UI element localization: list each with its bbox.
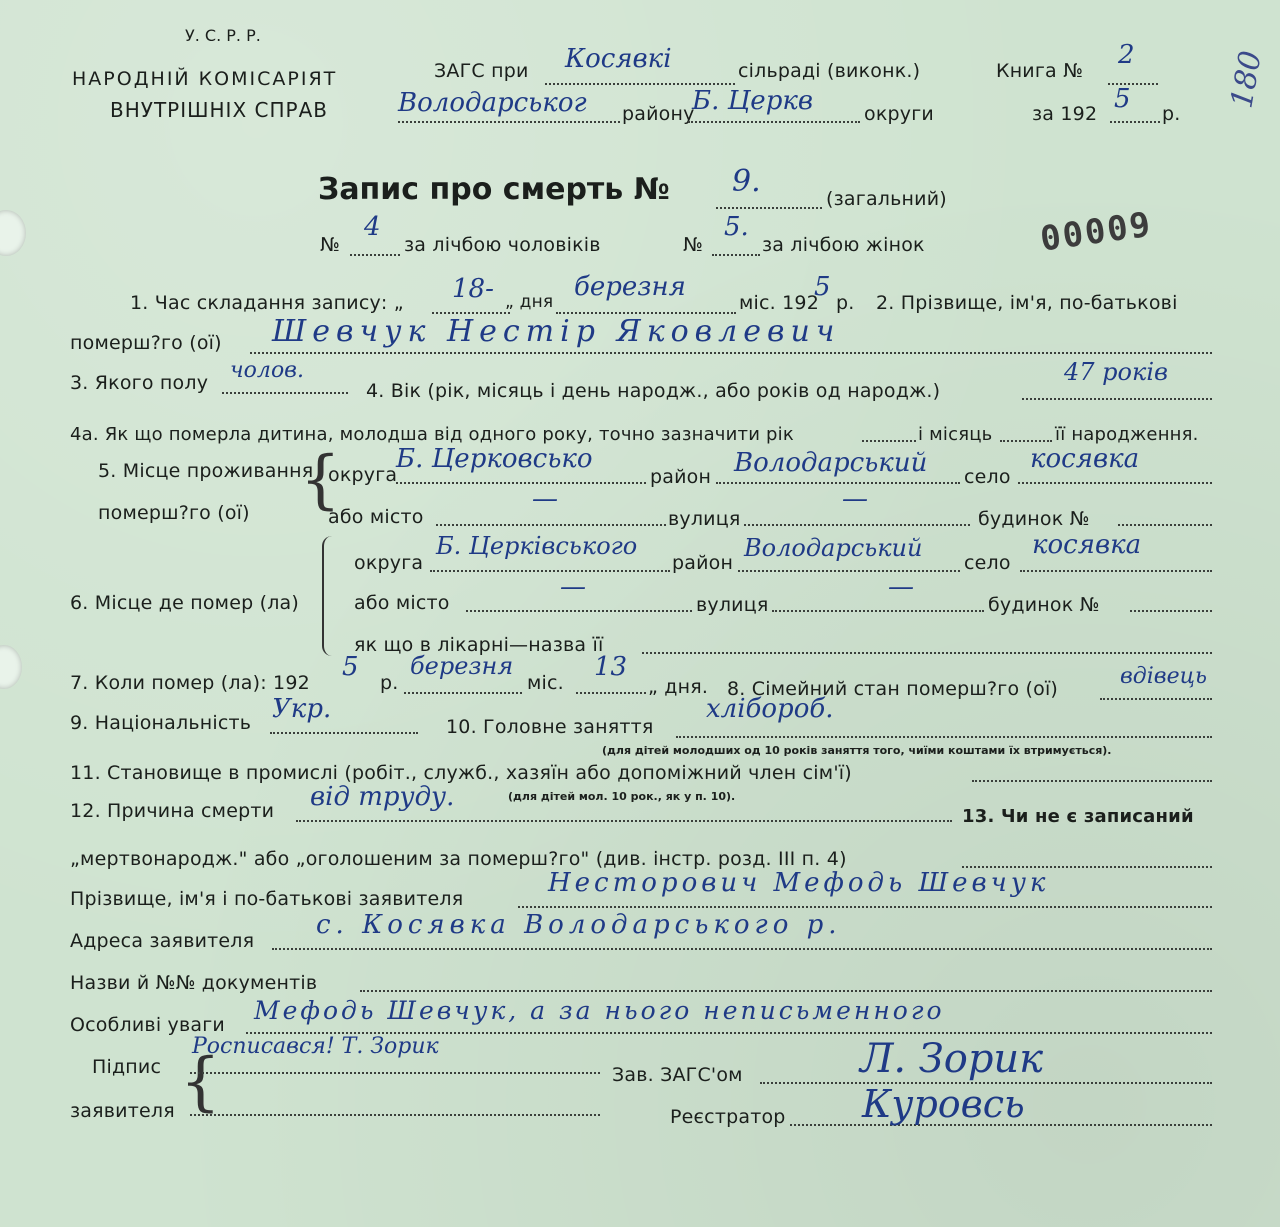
punch-hole-bottom — [0, 645, 22, 689]
declarant-name-value: Несторович Мефодь Шевчук — [548, 868, 1050, 898]
declarant-name-line — [518, 906, 1212, 908]
nationality-value: Укр. — [272, 694, 332, 724]
zags-village-line — [545, 83, 735, 85]
res-rayon-label: район — [650, 466, 712, 488]
res-rayon-line — [716, 482, 960, 484]
women-label: за лічбою жінок — [762, 234, 925, 256]
deceased-label: померш?го (ої) — [70, 332, 222, 354]
dp-hospital-label: як що в лікарні—назва її — [354, 634, 604, 656]
men-no-line — [350, 254, 400, 256]
declarant-sign-label: заявителя — [70, 1100, 175, 1122]
deceased-line — [250, 352, 1212, 354]
declarant-sign-line2 — [190, 1114, 600, 1116]
declarant-address-label: Адреса заявителя — [70, 930, 255, 952]
record-no-value: 9. — [732, 164, 761, 199]
commissariat-line1: НАРОДНІЙ КОМІСАРІЯТ — [72, 68, 338, 90]
registrar-signature: Куровсь — [862, 1082, 1025, 1126]
item1-day-value: 18- — [452, 274, 494, 304]
age-line — [1022, 398, 1212, 400]
declarant-address-value: с. Косявка Володарського р. — [316, 910, 842, 940]
res-city-label: або місто — [328, 506, 424, 528]
district-line — [398, 121, 620, 123]
dp-rayon-value: Володарський — [744, 534, 923, 562]
item7-day: 13 — [594, 652, 628, 682]
dp-city-value: — — [560, 572, 586, 602]
res-okruha-label: округа — [328, 464, 398, 486]
res-selo-label: село — [964, 466, 1011, 488]
item7-day-line — [576, 692, 646, 694]
item7-month: березня — [410, 652, 514, 680]
item2-label: 2. Прізвище, ім'я, по-батькові — [876, 292, 1178, 314]
okruha-value: Б. Церкв — [692, 86, 813, 116]
dp-rayon-label: район — [672, 552, 734, 574]
item9-label: 9. Національність — [70, 712, 252, 734]
dp-selo-label: село — [964, 552, 1011, 574]
notes-value: Мефодь Шевчук, а за нього неписьменного — [254, 996, 945, 1025]
punch-hole-top — [0, 210, 26, 256]
dp-house-line — [1130, 610, 1212, 612]
item1-year-value: 5 — [814, 272, 831, 302]
dp-rayon-line — [738, 570, 960, 572]
birth-month-line — [1000, 440, 1052, 442]
cause-note: (для дітей мол. 10 рок., як у п. 10). — [508, 790, 736, 803]
item7-day-label: „ дня. — [648, 676, 709, 698]
dp-street-line — [772, 610, 984, 612]
item1-month-label: міс. 192 — [739, 292, 820, 314]
marital-line — [1100, 698, 1212, 700]
declarant-sign-line — [190, 1072, 600, 1074]
occupation-note: (для дітей молодших од 10 років заняття того, чиїми коштами їх втримується). — [602, 744, 1112, 757]
men-no-value: 4 — [364, 212, 381, 242]
res-okruha-value: Б. Церковсько — [396, 444, 593, 474]
item4a-month-label: і місяць — [918, 424, 993, 445]
declarant-signature: Росписався! Т. Зорик — [192, 1034, 439, 1059]
res-street-label: вулиця — [668, 508, 741, 530]
item4a-label: 4а. Як що померла дитина, молодша від одного року, точно зазначити рік — [70, 424, 794, 445]
dp-house-label: будинок № — [988, 594, 1100, 616]
item13-label: 13. Чи не є записаний — [962, 806, 1194, 827]
dp-hospital-line — [642, 652, 1212, 654]
year-pre-label: за 192 — [1032, 103, 1098, 125]
item7-year: 5 — [342, 652, 359, 682]
declarant-name-label: Прізвище, ім'я і по-батькові заявителя — [70, 888, 464, 910]
res-street-line — [744, 524, 970, 526]
head-signature: Л. Зорик — [860, 1036, 1044, 1082]
district-label: району — [622, 103, 695, 125]
dp-okruha-line — [430, 570, 670, 572]
dp-okruha-value: Б. Церківського — [436, 532, 638, 560]
item1-month-value: березня — [574, 272, 686, 302]
age-value: 47 років — [1064, 358, 1168, 386]
year-value: 5 — [1114, 84, 1131, 114]
residence-brace: { — [300, 443, 341, 517]
item8-label: 8. Сімейний стан померш?го (ої) — [727, 678, 1059, 700]
deceased-name: Шевчук Нестір Яковлевич — [272, 314, 841, 349]
birth-year-line — [862, 440, 916, 442]
ussr-label: У. С. Р. Р. — [185, 26, 261, 45]
death-place-label: 6. Місце де помер (ла) — [70, 592, 299, 614]
signature-label: Підпис — [92, 1056, 162, 1078]
res-selo-line — [1018, 482, 1212, 484]
residence-label1: 5. Місце проживання — [98, 460, 314, 482]
zags-village-value: Косявкі — [565, 44, 672, 74]
women-no-value: 5. — [724, 212, 749, 242]
documents-line — [360, 990, 1212, 992]
general-label: (загальний) — [826, 188, 947, 210]
dp-city-line — [466, 610, 692, 612]
res-street-value: — — [842, 484, 868, 514]
registrar-label: Реєстратор — [670, 1106, 786, 1128]
res-okruha-line — [396, 482, 646, 484]
dp-selo-value: косявка — [1032, 530, 1142, 560]
res-selo-value: косявка — [1030, 444, 1140, 474]
okruha-line — [688, 121, 860, 123]
sex-line — [222, 392, 348, 394]
declarant-address-line — [272, 948, 1212, 950]
number-stamp: 00009 — [1037, 204, 1155, 260]
dp-street-label: вулиця — [696, 594, 769, 616]
women-no-sign: № — [683, 234, 703, 256]
record-no-line — [716, 207, 822, 209]
book-no-value: 2 — [1118, 40, 1135, 70]
item13b-label: „мертвонародж." або „оголошеним за померш?го" (див. інстр. розд. III п. 4) — [70, 848, 847, 870]
notes-label: Особливі уваги — [70, 1014, 225, 1036]
zags-post-label: сільраді (виконк.) — [738, 60, 921, 82]
cause-value: від труду. — [310, 782, 455, 812]
district-value: Володарськог — [398, 88, 587, 118]
item11-line — [972, 780, 1212, 782]
men-no-sign: № — [320, 234, 340, 256]
res-rayon-value: Володарський — [734, 448, 928, 478]
men-label: за лічбою чоловіків — [404, 234, 601, 256]
res-city-line — [436, 524, 666, 526]
occupation-value: хлібороб. — [706, 694, 834, 724]
cause-line — [296, 820, 952, 822]
dp-street-value: — — [888, 572, 914, 602]
item10-label: 10. Головне заняття — [446, 716, 654, 738]
item7-r: р. — [380, 672, 399, 694]
page-number: 180 — [1224, 48, 1269, 111]
res-house-label: будинок № — [978, 508, 1090, 530]
signature-brace: { — [180, 1045, 221, 1119]
item7-label: 7. Коли помер (ла): 192 — [70, 672, 310, 694]
res-house-line — [1118, 524, 1212, 526]
dp-okruha-label: округа — [354, 552, 424, 574]
item4-label: 4. Вік (рік, місяць і день народж., або років од народж.) — [366, 380, 941, 402]
book-label: Книга № — [996, 60, 1084, 82]
zags-pre-label: ЗАГС при — [434, 60, 529, 82]
dp-city-label: або місто — [354, 592, 450, 614]
documents-label: Назви й №№ документів — [70, 972, 318, 994]
nationality-line — [270, 732, 418, 734]
marital-value: вдівець — [1120, 664, 1207, 689]
item11-label: 11. Становище в промислі (робіт., служб., хазяїн або допоміжний член сім'ї) — [70, 762, 852, 784]
dp-selo-line — [1020, 570, 1212, 572]
residence-label2: померш?го (ої) — [98, 502, 250, 524]
item1-label: 1. Час складання запису: „ — [130, 292, 404, 314]
death-place-brace — [322, 536, 338, 656]
year-line — [1110, 121, 1160, 123]
item3-label: 3. Якого полу — [70, 372, 209, 394]
item12-label: 12. Причина смерти — [70, 800, 275, 822]
occupation-line — [676, 736, 1212, 738]
item1-day-label: „ дня — [505, 292, 554, 312]
item7-mis: міс. — [527, 672, 564, 694]
item1-year-post: р. — [836, 292, 855, 314]
sex-value: чолов. — [230, 358, 304, 383]
item4a-birth-label: її народження. — [1055, 424, 1199, 445]
res-city-value: — — [532, 484, 558, 514]
commissariat-line2: ВНУТРІШНІХ СПРАВ — [110, 98, 328, 122]
okruha-label: округи — [864, 103, 934, 125]
year-post-label: р. — [1162, 103, 1181, 125]
form-title: Запис про смерть № — [318, 172, 670, 207]
item7-month-line — [404, 692, 522, 694]
women-no-line — [712, 254, 760, 256]
head-label: Зав. ЗАГС'ом — [612, 1064, 743, 1086]
